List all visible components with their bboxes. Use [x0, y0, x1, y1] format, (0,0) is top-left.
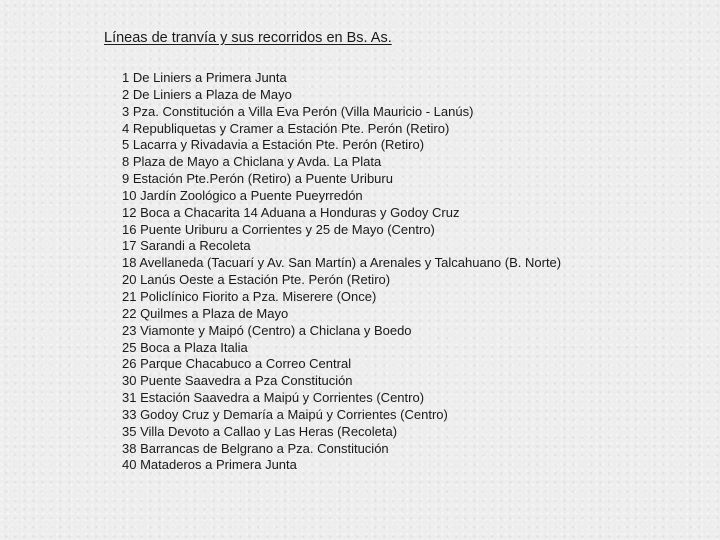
list-item: 26 Parque Chacabuco a Correo Central [122, 356, 352, 372]
list-item: 18 Avellaneda (Tacuarí y Av. San Martín) a Arenales y Talcahuano (B. Norte) [122, 255, 562, 271]
list-item: 1 De Liniers a Primera Junta [122, 70, 287, 85]
list-item: 4 Republiquetas y Cramer a Estación Pte. Perón (Retiro) [122, 120, 450, 136]
list-item: 23 Viamonte y Maipó (Centro) a Chiclana y Boedo [122, 322, 412, 338]
list-item: 10 Jardín Zoológico a Puente Pueyrredón [122, 187, 363, 203]
list-item: 12 Boca a Chacarita 14 Aduana a Honduras y Godoy Cruz [122, 204, 460, 220]
list-item: 33 Godoy Cruz y Demaría a Maipú y Corrientes (Centro) [122, 406, 448, 422]
list-item: 20 Lanús Oeste a Estación Pte. Perón (Retiro) [122, 272, 391, 288]
list-item: 25 Boca a Plaza Italia [122, 339, 248, 355]
list-item: 16 Puente Uriburu a Corrientes y 25 de Mayo (Centro) [122, 221, 435, 237]
list-item: 35 Villa Devoto a Callao y Las Heras (Recoleta) [122, 423, 398, 439]
list-item: 30 Puente Saavedra a Pza Constitución [122, 373, 353, 389]
slide-title: Líneas de tranvía y sus recorridos en Bs. As. [104, 30, 392, 46]
list-item: 8 Plaza de Mayo a Chiclana y Avda. La Plata [122, 154, 382, 170]
tram-lines-list [122, 70, 561, 474]
list-item: 40 Mataderos a Primera Junta [122, 457, 297, 473]
list-item: 5 Lacarra y Rivadavia a Estación Pte. Perón (Retiro) [122, 137, 425, 153]
list-item: 3 Pza. Constitución a Villa Eva Perón (Villa Mauricio - Lanús) [122, 103, 474, 119]
list-item: 22 Quilmes a Plaza de Mayo [122, 305, 289, 321]
list-item: 21 Policlínico Fiorito a Pza. Miserere (Once) [122, 288, 377, 304]
list-item: 31 Estación Saavedra a Maipú y Corrientes (Centro) [122, 390, 425, 406]
list-item: 38 Barrancas de Belgrano a Pza. Constitución [122, 440, 389, 456]
list-item: 9 Estación Pte.Perón (Retiro) a Puente Uriburu [122, 171, 393, 187]
list-item: 17 Sarandi a Recoleta [122, 238, 251, 254]
list-item: 2 De Liniers a Plaza de Mayo [122, 86, 292, 102]
